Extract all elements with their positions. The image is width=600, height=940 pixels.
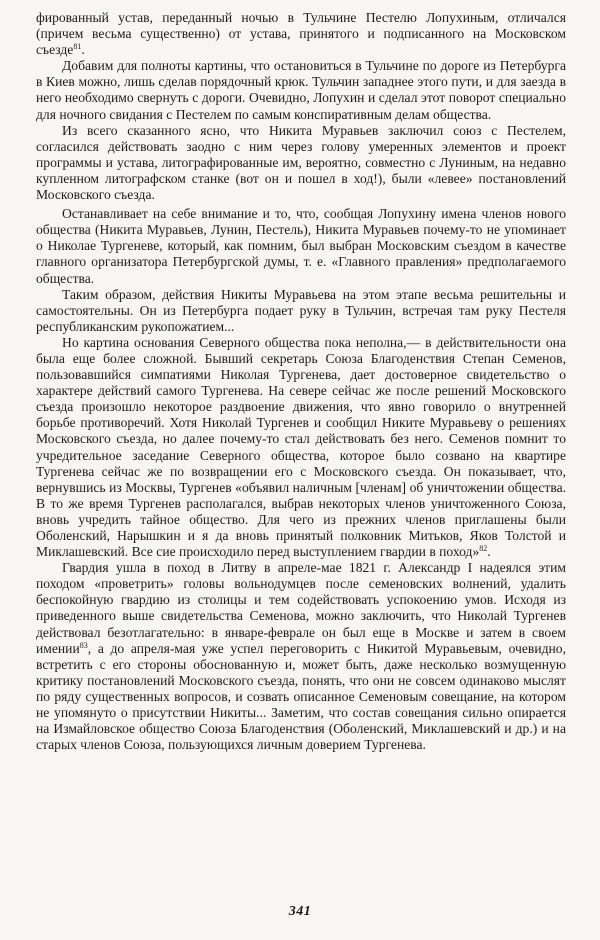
footnote-ref-81: 81: [73, 42, 82, 52]
paragraph-1-end: .: [81, 42, 85, 58]
page-text: [36, 10, 566, 753]
paragraph-7-end: , а до апреля-мая уже успел переговорить с Никитой Муравьевым, очевидно, встретить с его стороны обоснованную и, может быть, даже несколько возмущенную критику постановлений Московского съезда, понять, что они не совсем одинаково мыслят по ряду существенных вопросов, и созвать описанное Семеновым совещание, на котором не упомянуто о присутствии Никиты... Заметим, что состав совещания сильно опирается на Измайловское общество Союза Благоденствия (Оболенский, Миклашевский и др.) и на старых членов Союза, пользующихся личным доверием Тургенева.: [36, 640, 566, 753]
footnote-ref-82: 82: [479, 544, 488, 554]
paragraph-6-text: Но картина основания Северного общества пока неполна,— в действительности она была еще более сложной. Бывший секретарь Союза Благоденствия Степан Семенов, пользовавшийся симпатиями Николая Тургенева, дает достоверное свидетельство о характере действий самого Тургенева. На севере сейчас же после решений Московского съезда произошло некоторое раздвоение движения, что явно говорило о внутренней борьбе противоречий. Хотя Николай Тургенев и сообщил Никите Муравьеву о решениях Московского съезда, но далее почему-то стал действовать без него. Семенов помнит то учредительное заседание Северного общества, которое было созвано на квартире Тургенева сейчас же по возвращении его с Московского съезда. Он показывает, что, вернувшись из Москвы, Тургенев «объявил наличным [членам] об уничтожении общества. В то же время Тургенев располагался, выбрав некоторых членов уничтоженного Союза, вновь учредить тайное общество. Для чего из прежних членов приглашены были Оболенский, Нарышкин и я да вновь принятый полковник Митьков, Яков Толстой и Миклашевский. Все сие происходило перед выступлением гвардии в поход»: [36, 334, 566, 560]
paragraph-7: [36, 560, 566, 753]
paragraph-3: [36, 123, 566, 203]
paragraph-2: [36, 58, 566, 122]
paragraph-4: [36, 206, 566, 286]
paragraph-7-text: Гвардия ушла в поход в Литву в апреле-мае 1821 г. Александр I надеялся этим походом «проветрить» головы вольнодумцев после семеновских волнений, удалить беспокойную гвардию из столицы и тем содействовать успокоению умов. Исходя из приведенного выше свидетельства Семенова, можно заключить, что Николай Тургенев действовал безотлагательно: в январе-феврале он был еще в Москве и затем в своем имении: [36, 560, 566, 656]
paragraph-4-text: Останавливает на себе внимание и то, что, сообщая Лопухину имена членов нового общества (Никита Муравьев, Лунин, Пестель), Никита Муравьев почему-то не упоминает о Николае Тургеневе, который, как помним, был выбран Московским съездом в качестве главного организатора Петербургской думы, т. е. «Главного правления» предполагаемого общества.: [36, 206, 566, 286]
paragraph-5-text: Таким образом, действия Никиты Муравьева на этом этапе весьма решительны и самостоятельны. Он из Петербурга подает руку в Тульчин, встречая там руку Пестеля республиканским рукопожатием...: [36, 286, 566, 334]
paragraph-1-text: фированный устав, переданный ночью в Тульчине Пестелю Лопухиным, отличался (причем весьма существенно) от устава, принятого и подписанного на Московском съезде: [36, 10, 566, 58]
paragraph-6: [36, 335, 566, 560]
page-number: 341: [288, 904, 312, 919]
paragraph-6-end: .: [487, 544, 491, 560]
footnote-ref-83: 83: [79, 640, 88, 650]
paragraph-1: [36, 10, 566, 58]
paragraph-5: [36, 287, 566, 335]
paragraph-2-text: Добавим для полноты картины, что остановиться в Тульчине по дороге из Петербурга в Киев можно, лишь сделав порядочный крюк. Тульчин западнее этого пути, и для заезда в него необходимо свернуть с дороги. Очевидно, Лопухин и сделал этот поворот специально для ночного свидания с Пестелем по самым конспиративным делам общества.: [36, 58, 566, 122]
paragraph-3-text: Из всего сказанного ясно, что Никита Муравьев заключил союз с Пестелем, согласился действовать заодно с ним через голову умеренных элементов и проект программы и устава, литографированные им, вероятно, совместно с Луниным, на недавно купленном литографском станке (вот он и пошел в ход!), были «левее» постановлений Московского съезда.: [36, 122, 566, 203]
